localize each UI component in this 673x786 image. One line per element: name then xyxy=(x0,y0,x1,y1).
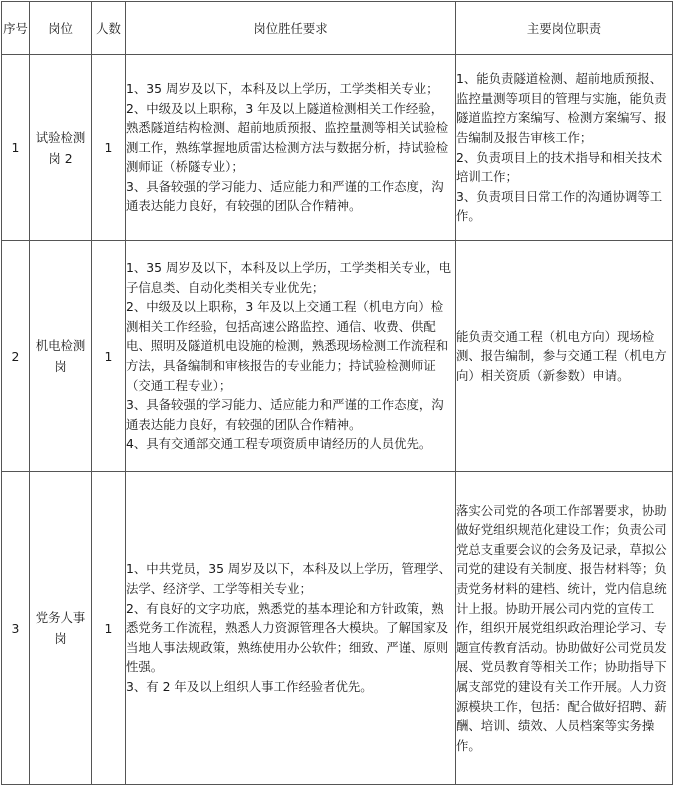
row-requirements xyxy=(126,55,456,241)
table-header-row xyxy=(2,2,673,55)
row-index: 3 xyxy=(2,472,30,785)
requirement-item: 2、中级及以上职称，3 年及以上隧道检测相关工作经验，熟悉隧道结构检测、超前地质预报、监控量测等相关试验检测工作，熟练掌握地质雷达检测方法与数据分析，持试验检测师证（桥隧专业）； xyxy=(126,100,449,175)
row-duties xyxy=(456,55,673,241)
requirement-item: 2、中级及以上职称，3 年及以上交通工程（机电方向）检测相关工作经验，包括高速公路监控、通信、收费、供配电、照明及隧道机电设施的检测，熟悉现场检测工作流程和方法，具备编制和审核报告的专业能力；持试验检测师证（交通工程专业）； xyxy=(126,299,449,393)
header-position: 岗位 xyxy=(30,2,92,55)
duty-item: 能负责交通工程（机电方向）现场检测、报告编制，参与交通工程（机电方向）相关资质（新参数）申请。 xyxy=(456,328,667,383)
row-requirements xyxy=(126,241,456,472)
row-count: 1 xyxy=(92,55,126,241)
row-requirements xyxy=(126,472,456,785)
row-position: 党务人事岗 xyxy=(30,472,92,785)
requirement-item: 4、具有交通部交通工程专项资质申请经历的人员优先。 xyxy=(126,436,432,452)
duty-item: 落实公司党的各项工作部署要求，协助做好党组织规范化建设工作；负责公司党总支重要会议的会务及记录，草拟公司党的建设有关制度、报告材料等；负责党务材料的建档、统计，党内信息统计上报。协助开展公司内党的宣传工作，组织开展党组织政治理论学习、专题宣传教育活动。协助做好公司党员发展、党员教育等相关工作；协助指导下属支部党的建设有关工作开展。人力资源模块工作，包括：配合做好招聘、薪酬、培训、绩效、人员档案等实务操作。 xyxy=(456,502,667,753)
duty-item: 2、负责项目上的技术指导和相关技术培训工作； xyxy=(456,149,663,185)
requirement-item: 2、有良好的文字功底，熟悉党的基本理论和方针政策，熟悉党务工作流程，熟悉人力资源管理各大模块。了解国家及当地人事法规政策，熟练使用办公软件；细致、严谨、原则性强。 xyxy=(126,600,449,675)
duty-item: 1、能负责隧道检测、超前地质预报、监控量测等项目的管理与实施，能负责隧道监控方案编写、检测方案编写、报告编制及报告审核工作； xyxy=(456,71,667,145)
row-position: 机电检测岗 xyxy=(30,241,92,472)
row-position: 试验检测岗 2 xyxy=(30,55,92,241)
row-index: 2 xyxy=(2,241,30,472)
requirement-item: 3、具备较强的学习能力、适应能力和严谨的工作态度，沟通表达能力良好，有较强的团队合作精神。 xyxy=(126,178,444,214)
duty-item: 3、负责项目日常工作的沟通协调等工作。 xyxy=(456,188,663,224)
header-requirements: 岗位胜任要求 xyxy=(126,2,456,55)
job-requirements-table xyxy=(1,1,673,785)
table-row xyxy=(2,241,673,472)
row-count: 1 xyxy=(92,472,126,785)
row-count: 1 xyxy=(92,241,126,472)
table-row xyxy=(2,55,673,241)
requirement-item: 1、中共党员，35 周岁及以下，本科及以上学历，管理学、法学、经济学、工学等相关专业； xyxy=(126,561,451,597)
requirement-item: 3、有 2 年及以上组织人事工作经验者优先。 xyxy=(126,678,373,694)
requirement-item: 1、35 周岁及以下，本科及以上学历，工学类相关专业，电子信息类、自动化类相关专业优先； xyxy=(126,260,451,295)
header-index: 序号 xyxy=(2,2,30,55)
requirement-item: 3、具备较强的学习能力、适应能力和严谨的工作态度，沟通表达能力良好，有较强的团队合作精神。 xyxy=(126,397,444,432)
row-duties xyxy=(456,241,673,472)
row-index: 1 xyxy=(2,55,30,241)
header-count: 人数 xyxy=(92,2,126,55)
header-duties: 主要岗位职责 xyxy=(456,2,673,55)
requirement-item: 1、35 周岁及以下，本科及以上学历，工学类相关专业； xyxy=(126,80,439,96)
table-row xyxy=(2,472,673,785)
row-duties xyxy=(456,472,673,785)
